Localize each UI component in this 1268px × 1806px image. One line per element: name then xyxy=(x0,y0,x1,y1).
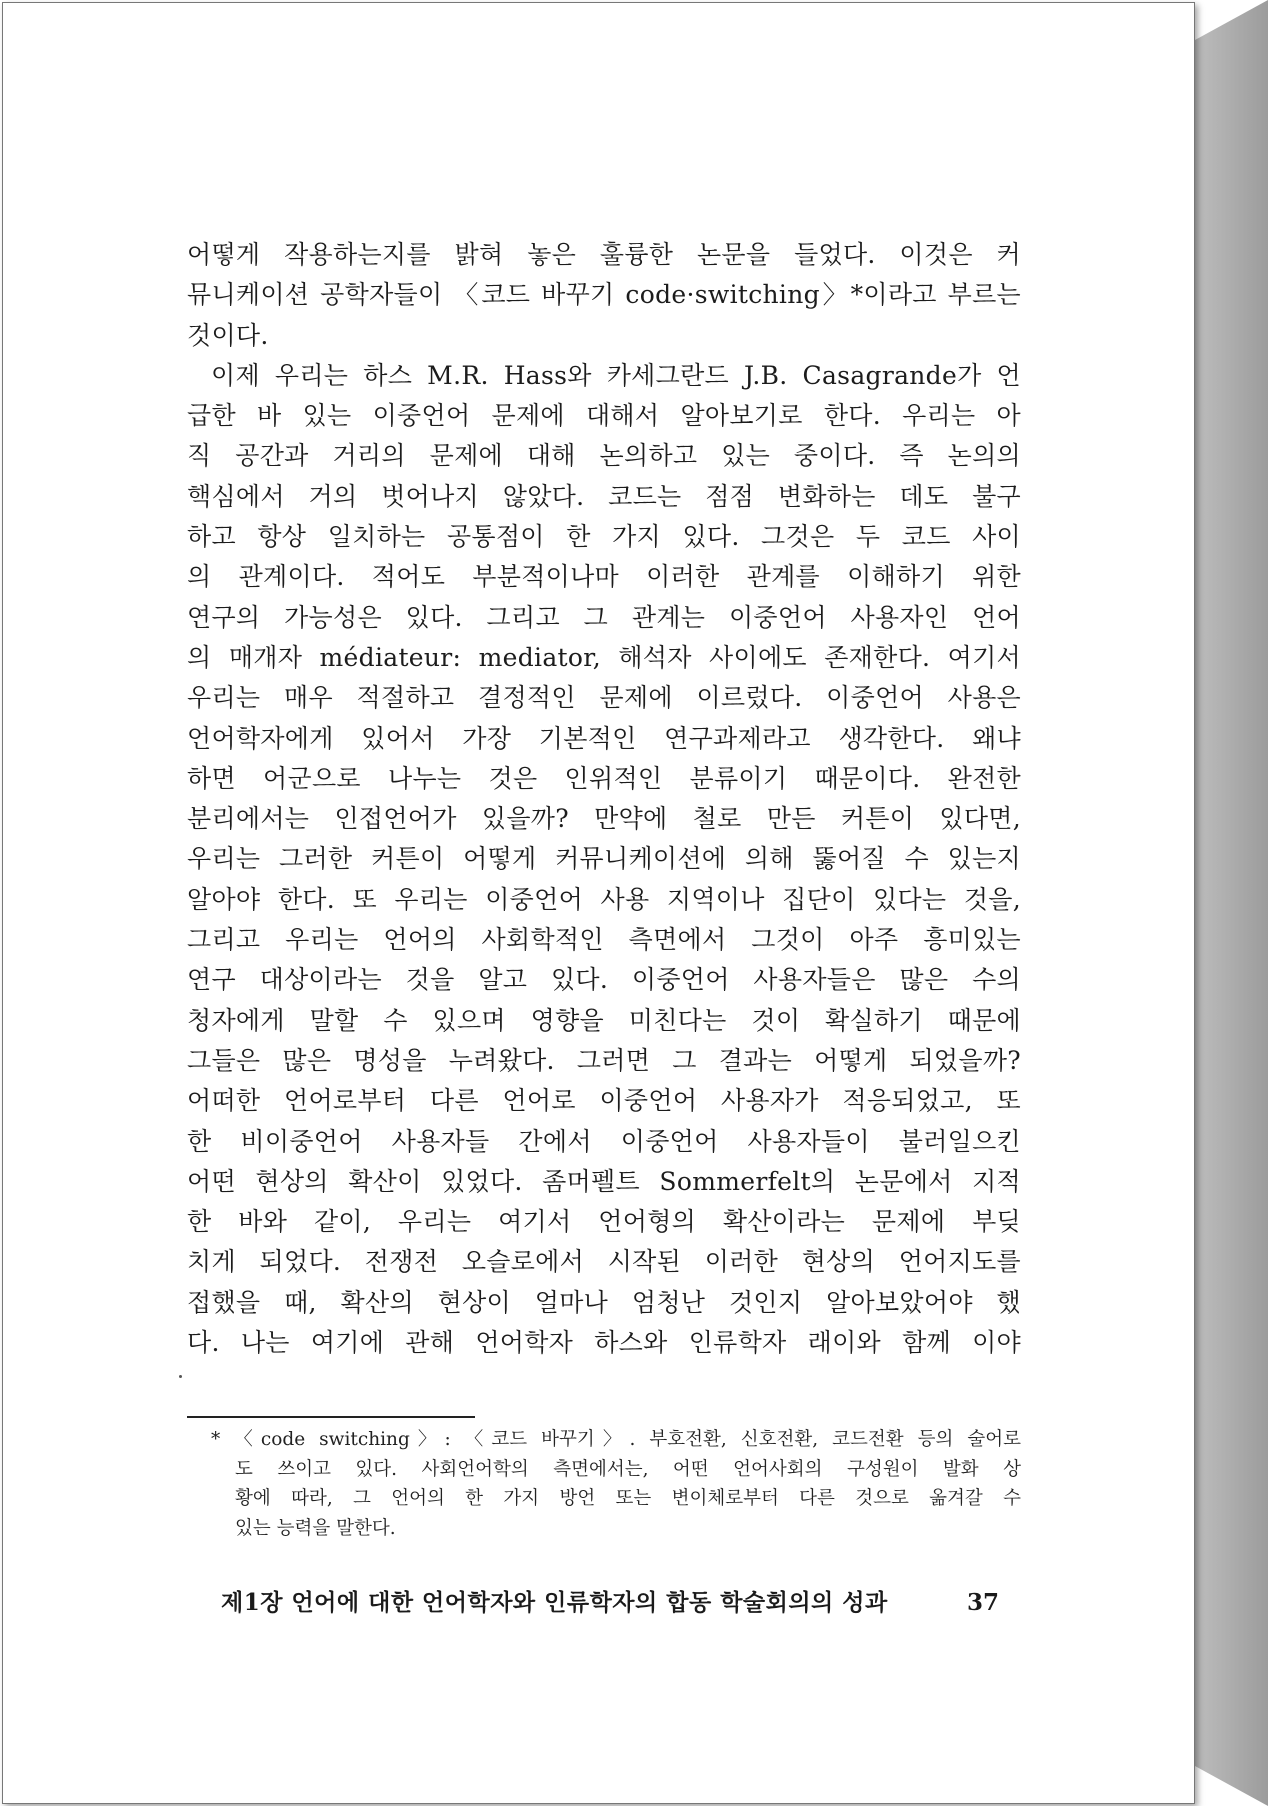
body-line: 한 바와 같이, 우리는 여기서 언어형의 확산이라는 문제에 부딪 xyxy=(187,1207,1021,1237)
book-edge-top xyxy=(1195,0,1268,40)
body-line: 한 비이중언어 사용자들 간에서 이중언어 사용자들이 불러일으킨 xyxy=(187,1126,1021,1156)
page-number: 37 xyxy=(966,1589,999,1616)
body-line: 의 매개자 médiateur: mediator, 해석자 사이에도 존재한다. 여기서 xyxy=(187,642,1021,672)
footnote xyxy=(211,1425,1021,1543)
body-line: 하고 항상 일치하는 공통점이 한 가지 있다. 그것은 두 코드 사이 xyxy=(187,522,1021,552)
body-line: 뮤니케이션 공학자들이 〈코드 바꾸기 code·switching〉*이라고 부르는 xyxy=(187,280,1021,310)
body-line: 어떠한 언어로부터 다른 언어로 이중언어 사용자가 적응되었고, 또 xyxy=(187,1086,1021,1116)
body-line: 것이다. xyxy=(187,320,269,350)
body-line: 분리에서는 인접언어가 있을까? 만약에 철로 만든 커튼이 있다면, xyxy=(187,804,1021,834)
body-line: 의 관계이다. 적어도 부분적이나마 이러한 관계를 이해하기 위한 xyxy=(187,562,1021,592)
body-line: 우리는 그러한 커튼이 어떻게 커뮤니케이션에 의해 뚫어질 수 있는지 xyxy=(187,844,1021,874)
footnote-line: * 〈code switching〉: 〈코드 바꾸기〉. 부호전환, 신호전환, 코드전환 등의 술어로 xyxy=(211,1429,1021,1450)
body-line: 하면 어군으로 나누는 것은 인위적인 분류이기 때문이다. 완전한 xyxy=(187,763,1021,793)
footnote-divider xyxy=(187,1416,475,1418)
chapter-title: 제1장 언어에 대한 언어학자와 인류학자의 합동 학술회의의 성과 xyxy=(221,1589,888,1616)
running-footer xyxy=(221,1585,1021,1621)
body-line: 연구의 가능성은 있다. 그리고 그 관계는 이중언어 사용자인 언어 xyxy=(187,602,1021,632)
body-line: 직 공간과 거리의 문제에 대해 논의하고 있는 중이다. 즉 논의의 xyxy=(187,441,1021,471)
book-page xyxy=(2,2,1195,1804)
scan-speck xyxy=(179,1375,182,1378)
body-line: 어떻게 작용하는지를 밝혀 놓은 훌륭한 논문을 들었다. 이것은 커 xyxy=(187,240,1021,269)
body-line: 이제 우리는 하스 M.R. Hass와 카세그란드 J.B. Casagrande가 언 xyxy=(211,360,1021,390)
body-line: 그리고 우리는 언어의 사회학적인 측면에서 그것이 아주 흥미있는 xyxy=(187,925,1021,955)
body-line: 청자에게 말할 수 있으며 영향을 미친다는 것이 확실하기 때문에 xyxy=(187,1005,1021,1035)
body-line: 그들은 많은 명성을 누려왔다. 그러면 그 결과는 어떻게 되었을까? xyxy=(187,1045,1021,1075)
book-edge xyxy=(1195,0,1268,1806)
body-line: 언어학자에게 있어서 가장 기본적인 연구과제라고 생각한다. 왜냐 xyxy=(187,723,1021,753)
body-line: 급한 바 있는 이중언어 문제에 대해서 알아보기로 한다. 우리는 아 xyxy=(187,401,1021,431)
body-line: 연구 대상이라는 것을 알고 있다. 이중언어 사용자들은 많은 수의 xyxy=(187,965,1021,995)
body-text xyxy=(187,235,1021,1363)
body-line: 어떤 현상의 확산이 있었다. 좀머펠트 Sommerfelt의 논문에서 지적 xyxy=(187,1166,1021,1196)
body-line: 다. 나는 여기에 관해 언어학자 하스와 인류학자 래이와 함께 이야 xyxy=(187,1328,1021,1358)
footnote-line: 도 쓰이고 있다. 사회언어학의 측면에서는, 어떤 언어사회의 구성원이 발화 상 xyxy=(235,1458,1021,1480)
body-line: 접했을 때, 확산의 현상이 얼마나 엄청난 것인지 알아보았어야 했 xyxy=(187,1287,1021,1317)
book-edge-bottom xyxy=(1195,1766,1268,1806)
footnote-line: 있는 능력을 말한다. xyxy=(235,1517,396,1539)
body-line: 핵심에서 거의 벗어나지 않았다. 코드는 점점 변화하는 데도 불구 xyxy=(187,481,1021,511)
body-line: 알아야 한다. 또 우리는 이중언어 사용 지역이나 집단이 있다는 것을, xyxy=(187,884,1021,914)
footnote-line: 황에 따라, 그 언어의 한 가지 방언 또는 변이체로부터 다른 것으로 옮겨갈 수 xyxy=(235,1488,1021,1509)
body-line: 우리는 매우 적절하고 결정적인 문제에 이르렀다. 이중언어 사용은 xyxy=(187,683,1021,713)
body-line: 치게 되었다. 전쟁전 오슬로에서 시작된 이러한 현상의 언어지도를 xyxy=(187,1247,1021,1277)
